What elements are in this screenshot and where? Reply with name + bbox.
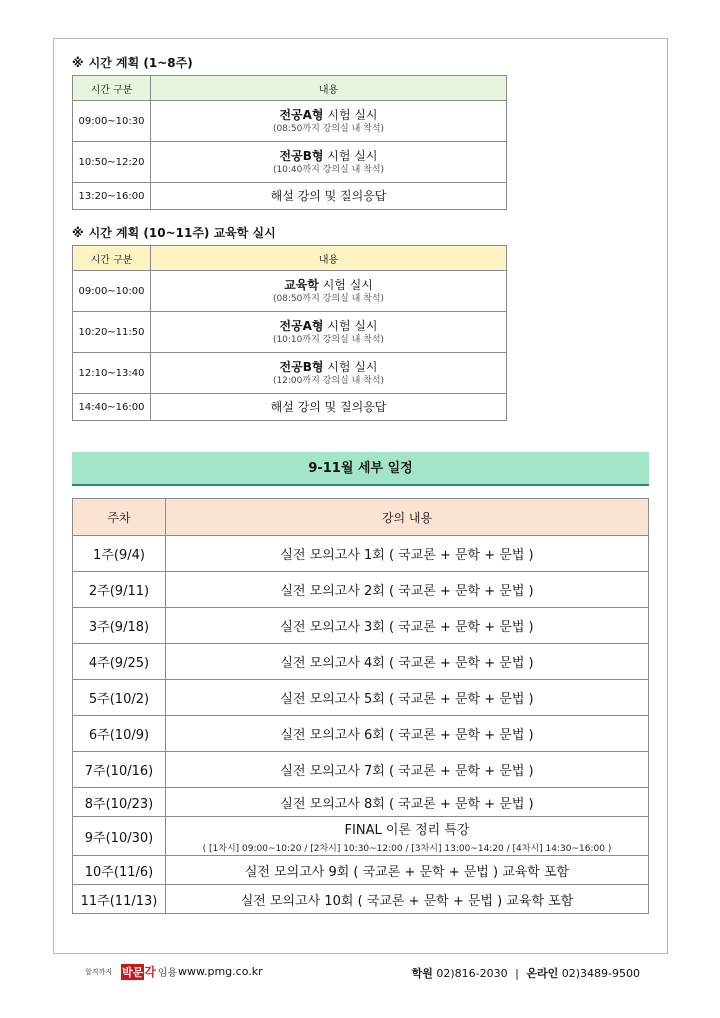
content-cell (151, 394, 507, 421)
content-cell (151, 183, 507, 210)
exam-type: 교육학 (284, 277, 319, 292)
exam-type: 전공B형 (279, 359, 324, 374)
week-cell: 10주(11/6) (73, 856, 166, 885)
section2-title-text: 시간 계획 (10~11주) 교육학 실시 (88, 226, 276, 240)
academy-label: 학원 (411, 967, 433, 980)
week-cell: 8주(10/23) (73, 788, 166, 817)
exam-type: 전공B형 (279, 148, 324, 163)
exam-type: 전공A형 (279, 107, 324, 122)
table-row (73, 788, 649, 817)
lecture-label: 해설 강의 및 질의응답 (270, 399, 387, 414)
content-cell (151, 142, 507, 183)
content-cell (151, 312, 507, 353)
lecture-cell (166, 817, 649, 856)
note-mark: ※ (72, 226, 84, 240)
seat-note: (08:50까지 강의실 내 착석) (272, 123, 385, 134)
seat-note: (08:50까지 강의실 내 착석) (272, 293, 385, 304)
lecture-cell: 실전 모의고사 5회 ( 국교론 + 문학 + 문법 ) (166, 680, 649, 716)
table-header-row (73, 76, 507, 101)
final-lecture-title: FINAL 이론 정리 특강 (344, 822, 470, 838)
table-row-final (73, 817, 649, 856)
header-content: 내용 (151, 246, 507, 271)
lecture-label: 해설 강의 및 질의응답 (270, 188, 387, 203)
table-row (73, 856, 649, 885)
pmg-logo (121, 963, 177, 980)
time-cell: 12:10~13:40 (73, 353, 151, 394)
exam-label: 시험 실시 (318, 277, 373, 292)
lecture-cell: 실전 모의고사 10회 ( 국교론 + 문학 + 문법 ) 교육학 포함 (166, 885, 649, 914)
table-row (73, 183, 507, 210)
table-header-row (73, 499, 649, 536)
table-header-row (73, 246, 507, 271)
section1-title (72, 54, 193, 71)
table-row (73, 142, 507, 183)
table-row (73, 101, 507, 142)
section2-table (72, 245, 507, 421)
week-cell: 6주(10/9) (73, 716, 166, 752)
footer-contact (412, 965, 640, 981)
week-cell: 3주(9/18) (73, 608, 166, 644)
table-row (73, 644, 649, 680)
week-cell: 7주(10/16) (73, 752, 166, 788)
lecture-cell: 실전 모의고사 7회 ( 국교론 + 문학 + 문법 ) (166, 752, 649, 788)
lecture-cell: 실전 모의고사 1회 ( 국교론 + 문학 + 문법 ) (166, 536, 649, 572)
table-row (73, 885, 649, 914)
week-cell: 2주(9/11) (73, 572, 166, 608)
header-time: 시간 구분 (73, 76, 151, 101)
table-row (73, 680, 649, 716)
table-row (73, 271, 507, 312)
header-week: 주차 (73, 499, 166, 536)
content-cell (151, 271, 507, 312)
table-row (73, 536, 649, 572)
footer-separator: | (515, 967, 519, 980)
time-cell: 10:20~11:50 (73, 312, 151, 353)
footer-slogan: 합격까지 (85, 968, 113, 976)
table-row (73, 608, 649, 644)
seat-note: (12:00까지 강의실 내 착석) (272, 375, 385, 386)
academy-phone: 02)816-2030 (436, 967, 508, 980)
seat-note: (10:40까지 강의실 내 착석) (272, 164, 385, 175)
logo-rest: 각 (144, 965, 156, 979)
table-row (73, 752, 649, 788)
lecture-cell: 실전 모의고사 4회 ( 국교론 + 문학 + 문법 ) (166, 644, 649, 680)
section1-table (72, 75, 507, 210)
content-cell (151, 101, 507, 142)
week-cell: 5주(10/2) (73, 680, 166, 716)
schedule-banner: 9-11월 세부 일정 (72, 452, 649, 486)
week-cell: 4주(9/25) (73, 644, 166, 680)
footer-url[interactable]: www.pmg.co.kr (178, 965, 263, 978)
exam-label: 시험 실시 (323, 107, 378, 122)
table-row (73, 716, 649, 752)
table-row (73, 572, 649, 608)
lecture-cell: 실전 모의고사 8회 ( 국교론 + 문학 + 문법 ) (166, 788, 649, 817)
time-cell: 13:20~16:00 (73, 183, 151, 210)
header-time: 시간 구분 (73, 246, 151, 271)
online-phone: 02)3489-9500 (561, 967, 640, 980)
time-cell: 10:50~12:20 (73, 142, 151, 183)
exam-label: 시험 실시 (323, 318, 378, 333)
online-label: 온라인 (526, 967, 559, 980)
lecture-cell: 실전 모의고사 9회 ( 국교론 + 문학 + 문법 ) 교육학 포함 (166, 856, 649, 885)
time-cell: 09:00~10:00 (73, 271, 151, 312)
table-row (73, 312, 507, 353)
time-cell: 09:00~10:30 (73, 101, 151, 142)
header-lecture: 강의 내용 (166, 499, 649, 536)
table-row (73, 394, 507, 421)
seat-note: (10:10까지 강의실 내 착석) (272, 334, 385, 345)
note-mark: ※ (72, 56, 84, 70)
header-content: 내용 (151, 76, 507, 101)
logo-box: 박문 (122, 966, 144, 979)
lecture-cell: 실전 모의고사 3회 ( 국교론 + 문학 + 문법 ) (166, 608, 649, 644)
final-lecture-times: ( [1차시] 09:00~10:20 / [2차시] 10:30~12:00 / [3차시] 13:00~14:20 / [4차시] 14:30~16:00 ) (202, 843, 612, 854)
content-cell (151, 353, 507, 394)
week-cell: 11주(11/13) (73, 885, 166, 914)
table-row (73, 353, 507, 394)
section1-title-text: 시간 계획 (1~8주) (88, 56, 193, 70)
exam-type: 전공A형 (279, 318, 324, 333)
section2-title (72, 224, 276, 241)
schedule-table (72, 498, 649, 914)
time-cell: 14:40~16:00 (73, 394, 151, 421)
week-cell: 1주(9/4) (73, 536, 166, 572)
week-cell: 9주(10/30) (73, 817, 166, 856)
exam-label: 시험 실시 (323, 148, 378, 163)
lecture-cell: 실전 모의고사 6회 ( 국교론 + 문학 + 문법 ) (166, 716, 649, 752)
lecture-cell: 실전 모의고사 2회 ( 국교론 + 문학 + 문법 ) (166, 572, 649, 608)
exam-label: 시험 실시 (323, 359, 378, 374)
footer (85, 963, 640, 983)
logo-suffix: 임용 (157, 968, 178, 979)
